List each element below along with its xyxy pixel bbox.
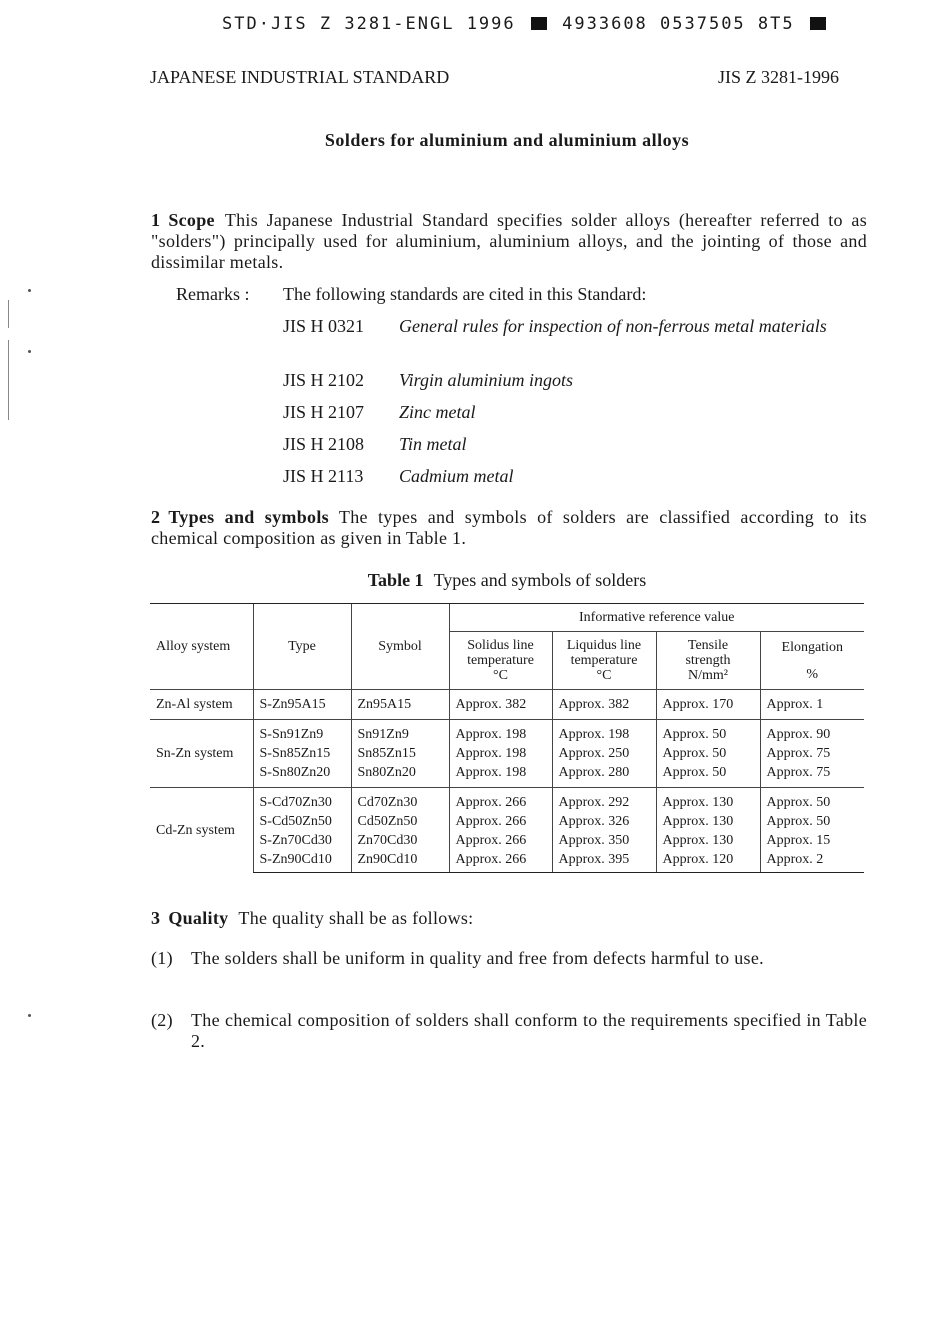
- remarks-text: The following standards are cited in this Standard:: [283, 284, 647, 304]
- reference-code: JIS H 2113: [283, 466, 364, 486]
- header-solidus-line1: Solidus line: [467, 638, 534, 653]
- solidus-cell: Approx. 198: [449, 720, 552, 745]
- symbol-cell: Cd70Zn30: [351, 788, 449, 813]
- solders-table: [150, 603, 864, 873]
- standard-org: JAPANESE INDUSTRIAL STANDARD: [150, 67, 450, 87]
- section-quality: [151, 908, 867, 929]
- tensile-cell: Approx. 120: [656, 850, 760, 873]
- standard-number: JIS Z 3281-1996: [718, 67, 839, 87]
- quality-item-text: The solders shall be uniform in quality and free from defects harmful to use.: [191, 948, 764, 968]
- liquidus-cell: Approx. 280: [552, 763, 656, 788]
- liquidus-cell: Approx. 350: [552, 831, 656, 850]
- tensile-cell: Approx. 130: [656, 788, 760, 813]
- type-cell: S-Sn80Zn20: [253, 763, 351, 788]
- elongation-cell: Approx. 2: [760, 850, 864, 873]
- solidus-cell: Approx. 198: [449, 744, 552, 763]
- section-heading: Quality: [168, 908, 229, 928]
- table-row: [150, 690, 864, 720]
- liquidus-cell: Approx. 198: [552, 720, 656, 745]
- type-cell: S-Cd70Zn30: [253, 788, 351, 813]
- type-cell: S-Sn85Zn15: [253, 744, 351, 763]
- quality-item-number: (1): [151, 948, 173, 968]
- header-liquidus-line2: temperature: [570, 653, 638, 668]
- elongation-cell: Approx. 15: [760, 831, 864, 850]
- section-number: 2: [151, 507, 161, 527]
- header-tensile-line1: Tensile: [687, 638, 729, 653]
- type-cell: S-Cd50Zn50: [253, 812, 351, 831]
- header-solidus-line2: temperature: [467, 653, 534, 668]
- tensile-cell: Approx. 50: [656, 720, 760, 745]
- document-code-b: 4933608 0537505 8T5: [562, 14, 795, 34]
- table-row: [150, 720, 864, 745]
- solidus-cell: Approx. 198: [449, 763, 552, 788]
- quality-item: [151, 948, 867, 992]
- header-alloy-system: Alloy system: [150, 604, 253, 690]
- header-elongation: [760, 632, 864, 690]
- header-tensile-unit: N/mm²: [688, 668, 728, 683]
- tensile-cell: Approx. 170: [656, 690, 760, 720]
- liquidus-cell: Approx. 382: [552, 690, 656, 720]
- symbol-cell: Zn95A15: [351, 690, 449, 720]
- reference-code: JIS H 2108: [283, 434, 365, 454]
- symbol-cell: Sn91Zn9: [351, 720, 449, 745]
- type-cell: S-Zn70Cd30: [253, 831, 351, 850]
- reference-title: Virgin aluminium ingots: [399, 370, 574, 390]
- scan-mark: [8, 340, 9, 420]
- alloy-system-cell: Zn-Al system: [150, 690, 253, 720]
- table-caption-text: Types and symbols of solders: [433, 570, 647, 590]
- header-solidus: [449, 632, 552, 690]
- scan-dot: [28, 289, 31, 292]
- alloy-system-cell: Cd-Zn system: [150, 788, 253, 873]
- section-text: This Japanese Industrial Standard specifies solder alloys (hereafter referred to as "solders") principally used for aluminium, aluminium alloys, and the jointing of those and dissimilar metals.: [151, 210, 867, 272]
- header-elongation-line1: Elongation: [781, 639, 843, 655]
- liquidus-cell: Approx. 250: [552, 744, 656, 763]
- document-code: [222, 14, 822, 34]
- tensile-cell: Approx. 50: [656, 744, 760, 763]
- header-elongation-unit: %: [806, 666, 819, 682]
- reference-code: JIS H 0321: [283, 316, 365, 336]
- solidus-cell: Approx. 266: [449, 812, 552, 831]
- liquidus-cell: Approx. 326: [552, 812, 656, 831]
- section-text: The types and symbols of solders are classified according to its chemical composition as given in Table 1.: [151, 507, 867, 548]
- reference-title: General rules for inspection of non-ferrous metal materials: [399, 316, 827, 336]
- section-heading: Types and symbols: [168, 507, 329, 527]
- section-number: 3: [151, 908, 161, 928]
- document-code-a: STD·JIS Z 3281-ENGL 1996: [222, 14, 516, 34]
- solidus-cell: Approx. 266: [449, 831, 552, 850]
- liquidus-cell: Approx. 395: [552, 850, 656, 873]
- symbol-cell: Zn70Cd30: [351, 831, 449, 850]
- elongation-cell: Approx. 50: [760, 788, 864, 813]
- scan-mark: [8, 300, 9, 328]
- header-liquidus: [552, 632, 656, 690]
- header-liquidus-line1: Liquidus line: [566, 638, 642, 653]
- solidus-cell: Approx. 266: [449, 850, 552, 873]
- section-scope: [151, 210, 867, 273]
- elongation-cell: Approx. 50: [760, 812, 864, 831]
- scan-dot: [28, 350, 31, 353]
- section-heading: Scope: [168, 210, 215, 230]
- table-row: [150, 850, 864, 873]
- remarks-label: Remarks :: [176, 284, 250, 304]
- type-cell: S-Sn91Zn9: [253, 720, 351, 745]
- table-row: [150, 831, 864, 850]
- liquidus-cell: Approx. 292: [552, 788, 656, 813]
- redaction-block: [531, 17, 547, 30]
- solidus-cell: Approx. 382: [449, 690, 552, 720]
- table-row: [150, 744, 864, 763]
- symbol-cell: Cd50Zn50: [351, 812, 449, 831]
- elongation-cell: Approx. 1: [760, 690, 864, 720]
- reference-code: JIS H 2107: [283, 402, 365, 422]
- reference-code: JIS H 2102: [283, 370, 365, 390]
- tensile-cell: Approx. 50: [656, 763, 760, 788]
- symbol-cell: Sn85Zn15: [351, 744, 449, 763]
- elongation-cell: Approx. 75: [760, 763, 864, 788]
- header-type: Type: [253, 604, 351, 690]
- section-number: 1: [151, 210, 161, 230]
- redaction-block: [810, 17, 826, 30]
- scan-dot: [28, 1014, 31, 1017]
- table-row: [150, 812, 864, 831]
- reference-title: Zinc metal: [399, 402, 476, 422]
- header-informative: Informative reference value: [449, 604, 864, 632]
- quality-item-text: The chemical composition of solders shall conform to the requirements specified in Table 2.: [191, 1010, 867, 1051]
- symbol-cell: Sn80Zn20: [351, 763, 449, 788]
- header-tensile: [656, 632, 760, 690]
- tensile-cell: Approx. 130: [656, 812, 760, 831]
- table-row: [150, 763, 864, 788]
- quality-item-number: (2): [151, 1010, 173, 1030]
- quality-item: [151, 1010, 867, 1054]
- symbol-cell: Zn90Cd10: [351, 850, 449, 873]
- tensile-cell: Approx. 130: [656, 831, 760, 850]
- section-types: [151, 507, 867, 549]
- reference-title: Tin metal: [399, 434, 467, 454]
- header-liquidus-unit: °C: [596, 668, 612, 683]
- type-cell: S-Zn95A15: [253, 690, 351, 720]
- alloy-system-cell: Sn-Zn system: [150, 720, 253, 788]
- header-solidus-unit: °C: [493, 668, 508, 683]
- section-text: The quality shall be as follows:: [238, 908, 474, 928]
- header-symbol: Symbol: [351, 604, 449, 690]
- header-tensile-line2: strength: [685, 653, 731, 668]
- reference-title: Cadmium metal: [399, 466, 514, 486]
- type-cell: S-Zn90Cd10: [253, 850, 351, 873]
- document-title: Solders for aluminium and aluminium alloys: [324, 130, 690, 150]
- solidus-cell: Approx. 266: [449, 788, 552, 813]
- table-caption: [0, 570, 950, 591]
- table-row: [150, 788, 864, 813]
- elongation-cell: Approx. 90: [760, 720, 864, 745]
- table-label: Table 1: [367, 570, 424, 590]
- elongation-cell: Approx. 75: [760, 744, 864, 763]
